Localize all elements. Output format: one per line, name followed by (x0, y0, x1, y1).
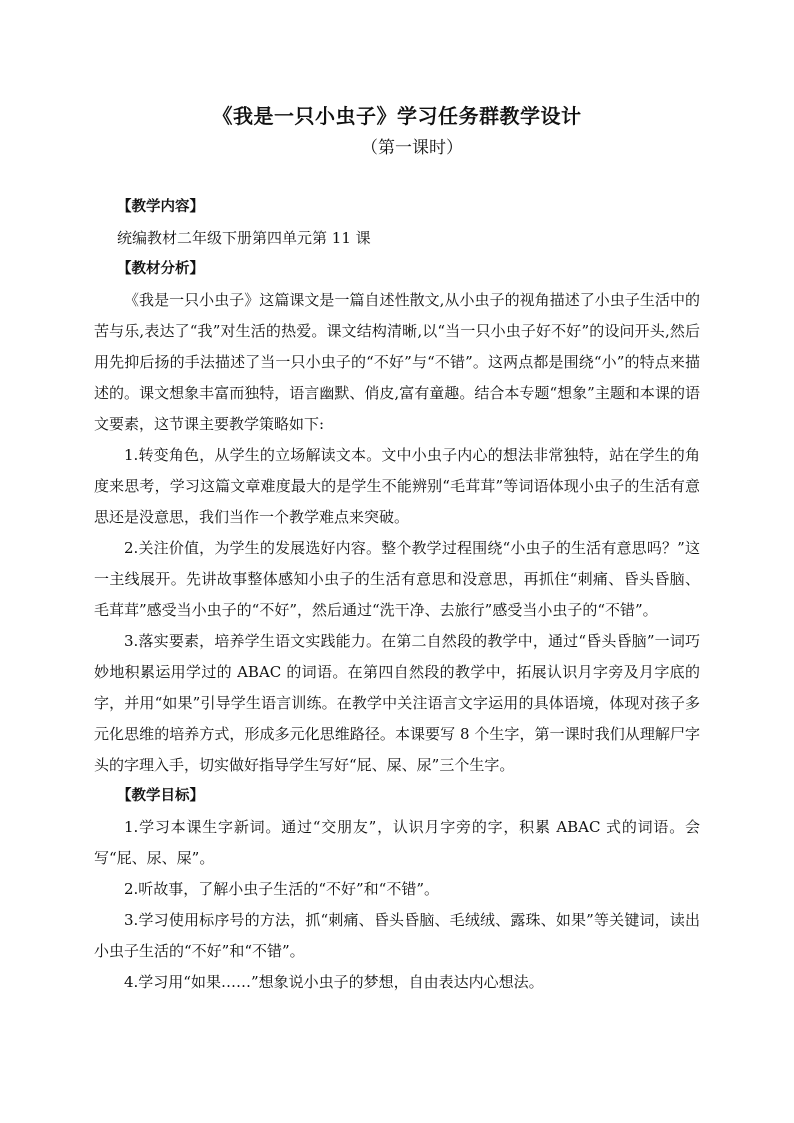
analysis-point-1: 1.转变角色，从学生的立场解读文本。文中小虫子内心的想法非常独特，站在学生的角度来思考，学习这篇文章难度最大的是学生不能辨别“毛茸茸”等词语体现小虫子的生活有意思还是没意思，我们当作一个教学难点来突破。 (94, 446, 700, 526)
section-heading-content: 【教学内容】 (117, 199, 204, 215)
section-heading-goals: 【教学目标】 (117, 788, 204, 804)
goal-item-2: 2.听故事，了解小虫子生活的“不好”和“不错”。 (124, 880, 439, 898)
goal-item-4: 4.学习用“如果……”想象说小虫子的梦想，自由表达内心想法。 (124, 973, 544, 991)
document-title: 《我是一只小虫子》学习任务群教学设计 (212, 104, 582, 128)
goal-item-1: 1.学习本课生字新词。通过“交朋友”，认识月字旁的字，积累 ABAC 式的词语。会写“屁、尿、屎”。 (94, 818, 700, 867)
document-body (94, 192, 700, 998)
document-subtitle: （第一课时） (361, 138, 463, 158)
goal-item-3: 3.学习使用标序号的方法，抓“刺痛、昏头昏脑、毛绒绒、露珠、如果”等关键词，读出小虫子生活的“不好”和“不错”。 (94, 911, 700, 960)
content-text: 统编教材二年级下册第四单元第 11 课 (117, 229, 371, 247)
section-heading-analysis: 【教材分析】 (117, 261, 204, 277)
analysis-intro-paragraph: 《我是一只小虫子》这篇课文是一篇自述性散文,从小虫子的视角描述了小虫子生活中的苦与乐,表达了“我”对生活的热爱。课文结构清晰,以“当一只小虫子好不好”的设问开头,然后用先抑后扬的手法描述了当一只小虫子的“不好”与“不错”。这两点都是围绕“小”的特点来描述的。课文想象丰富而独特，语言幽默、俏皮,富有童趣。结合本专题“想象”主题和本课的语文要素，这节课主要教学策略如下: (94, 291, 700, 433)
analysis-point-3: 3.落实要素，培养学生语文实践能力。在第二自然段的教学中，通过“昏头昏脑”一词巧妙地积累运用学过的 ABAC 的词语。在第四自然段的教学中，拓展认识月字旁及月字底的字，并用“如果”引导学生语言训练。在教学中关注语言文字运用的具体语境，体现对孩子多元化思维的培养方式，形成多元化思维路径。本课要写 8 个生字，第一课时我们从理解尸字头的字理入手，切实做好指导学生写好“屁、屎、尿”三个生字。 (94, 632, 700, 774)
analysis-point-2: 2.关注价值，为学生的发展选好内容。整个教学过程围绕“小虫子的生活有意思吗？”这一主线展开。先讲故事整体感知小虫子的生活有意思和没意思，再抓住“刺痛、昏头昏脑、毛茸茸”感受当小虫子的“不好”，然后通过“洗干净、去旅行”感受当小虫子的“不错”。 (94, 539, 700, 619)
